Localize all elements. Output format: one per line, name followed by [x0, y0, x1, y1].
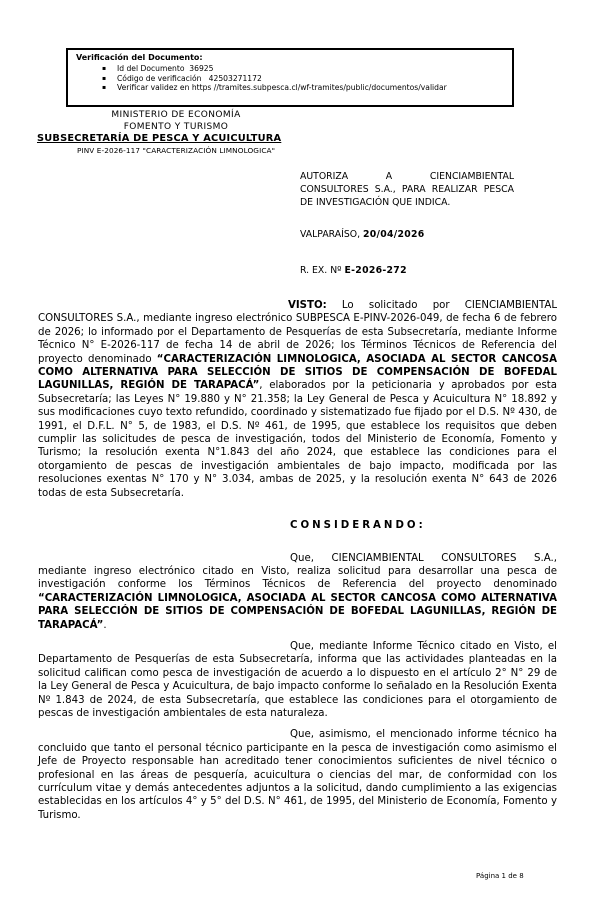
- resolution-prefix: R. EX. Nº: [300, 265, 342, 276]
- considerando-1-end: .: [103, 619, 107, 631]
- considerando-paragraph-3: Que, asimismo, el mencionado informe técnico ha concluido que tanto el personal técnico participante en la pesca de investigación como asimismo el Jefe de Proyecto responsable han acreditado tener conocimientos suficientes de nivel técnico o profesional en las áreas de pesquería, acuicultura o ciencias del mar, de conformidad con los currículum vitae y demás antecedentes adjuntos a la solicitud, dando cumplimiento a las exigencias establecidas en los artículos 4° y 5° del D.S. N° 461, de 1995, del Ministerio de Economía, Fomento y Turismo.: [38, 729, 557, 821]
- resolution-number: E-2026-272: [344, 265, 407, 276]
- verification-box: [66, 48, 514, 107]
- place-date-line: [300, 229, 425, 240]
- visto-project-title: “CARACTERIZACIÓN LIMNOLOGICA, ASOCIADA AL SECTOR CANCOSA COMO ALTERNATIVA PARA SELECCIÓN DE SITIOS DE COMPENSACIÓN DE BOFEDAL LAGUNILLAS, REGIÓN DE TARAPACÁ”: [38, 353, 558, 392]
- verification-item-code: [102, 74, 506, 84]
- document-body: [38, 299, 557, 822]
- resolution-number-line: [300, 265, 407, 276]
- verification-item-url: [102, 83, 506, 93]
- letterhead: [37, 110, 315, 156]
- visto-text-2: , elaborados por la peticionaria y aprobados por esta Subsecretaría; las Leyes N° 19.880 y N° 21.358; la Ley General de Pesca y Acuicultura N° 18.892 y sus modificaciones cuyo texto refundido, coordinado y sistematizado fue fijado por el D.S. Nº 430, de 1991, el D.F.L. N° 5, de 1983, el D.S. Nº 461, de 1995, que establece los requisitos que deben cumplir las solicitudes de pesca de investigación, todos del Ministerio de Economía, Fomento y Turismo; la resolución exenta N°1.843 del año 2024, que establece las condiciones para el otorgamiento de pescas de investigación ambientales de bajo impacto, modificada por las resoluciones exentas N° 170 y N° 3.034, ambas de 2025, y la resolución exenta N° 643 de 2026 todas de esta Subsecretaría.: [38, 380, 558, 499]
- visto-text-1: Lo solicitado por CIENCIAMBIENTAL CONSULTORES S.A., mediante ingreso electrónico SUBPESCA E-PINV-2026-049, de fecha 6 de febrero de 2026; lo informado por el Departamento de Pesquerías de esta Subsecretaría, mediante Informe Técnico N° E-2026-117 de fecha 14 de abril de 2026; los Términos Técnicos de Referencia del proyecto denominado: [38, 300, 557, 365]
- square-bullet-icon: ▪: [102, 84, 107, 92]
- ministry-subline: FOMENTO Y TURISMO: [123, 121, 229, 132]
- considerando-paragraph-1: [38, 552, 557, 632]
- page-number: Página 1 de 8: [476, 872, 524, 880]
- square-bullet-icon: ▪: [102, 65, 107, 72]
- verification-item-text: Código de verificación 42503271172: [117, 73, 262, 83]
- subsecretaria-title: SUBSECRETARÍA DE PESCA Y ACUICULTURA: [37, 133, 282, 144]
- place-label: VALPARAÍSO,: [300, 229, 361, 240]
- considerando-1-project-title: “CARACTERIZACIÓN LIMNOLOGICA, ASOCIADA AL SECTOR CANCOSA COMO ALTERNATIVA PARA SELECCIÓN DE SITIOS DE COMPENSACIÓN DE BOFEDAL LAGUNILLAS, REGIÓN DE TARAPACÁ”: [38, 592, 557, 631]
- visto-paragraph: [38, 299, 557, 500]
- considerando-1-text: Que, CIENCIAMBIENTAL CONSULTORES S.A., mediante ingreso electrónico citado en Visto, realiza solicitud para desarrollar una pesca de investigación conforme los Términos Técnicos de Referencia del proyecto denominado: [38, 552, 557, 591]
- verification-list: [76, 64, 506, 93]
- ministry-line: MINISTERIO DE ECONOMÍA: [111, 110, 241, 120]
- verification-title: Verificación del Documento:: [76, 53, 203, 62]
- considerando-paragraph-2: Que, mediante Informe Técnico citado en Visto, el Departamento de Pesquerías de esta Subsecretaría, informa que las actividades planteadas en la solicitud califican como pesca de investigación de acuerdo a lo dispuesto en el artículo 2° N° 29 de la Ley General de Pesca y Acuicultura, de bajo impacto conforme lo señalado en la Resolución Exenta Nº 1.843 de 2024, de esta Subsecretaría, que establece las condiciones para el otorgamiento de pescas de investigación ambientales de esta naturaleza.: [38, 640, 557, 719]
- visto-label: VISTO:: [288, 300, 327, 311]
- verification-validate-url: Verificar validez en https //tramites.subpesca.cl/wf-tramites/public/documentos/validar: [117, 83, 447, 93]
- verification-item-id: [102, 64, 506, 74]
- project-reference: PINV E-2026-117 "CARACTERIZACIÓN LIMNOLOGICA": [76, 145, 276, 155]
- resolution-subject: AUTORIZA A CIENCIAMBIENTAL CONSULTORES S.A., PARA REALIZAR PESCA DE INVESTIGACIÓN QUE INDICA.: [300, 171, 514, 208]
- square-bullet-icon: ▪: [102, 74, 107, 82]
- verification-item-text: Id del Documento 36925: [117, 64, 214, 73]
- considerando-heading: CONSIDERANDO:: [290, 520, 426, 532]
- date-value: 20/04/2026: [363, 229, 425, 240]
